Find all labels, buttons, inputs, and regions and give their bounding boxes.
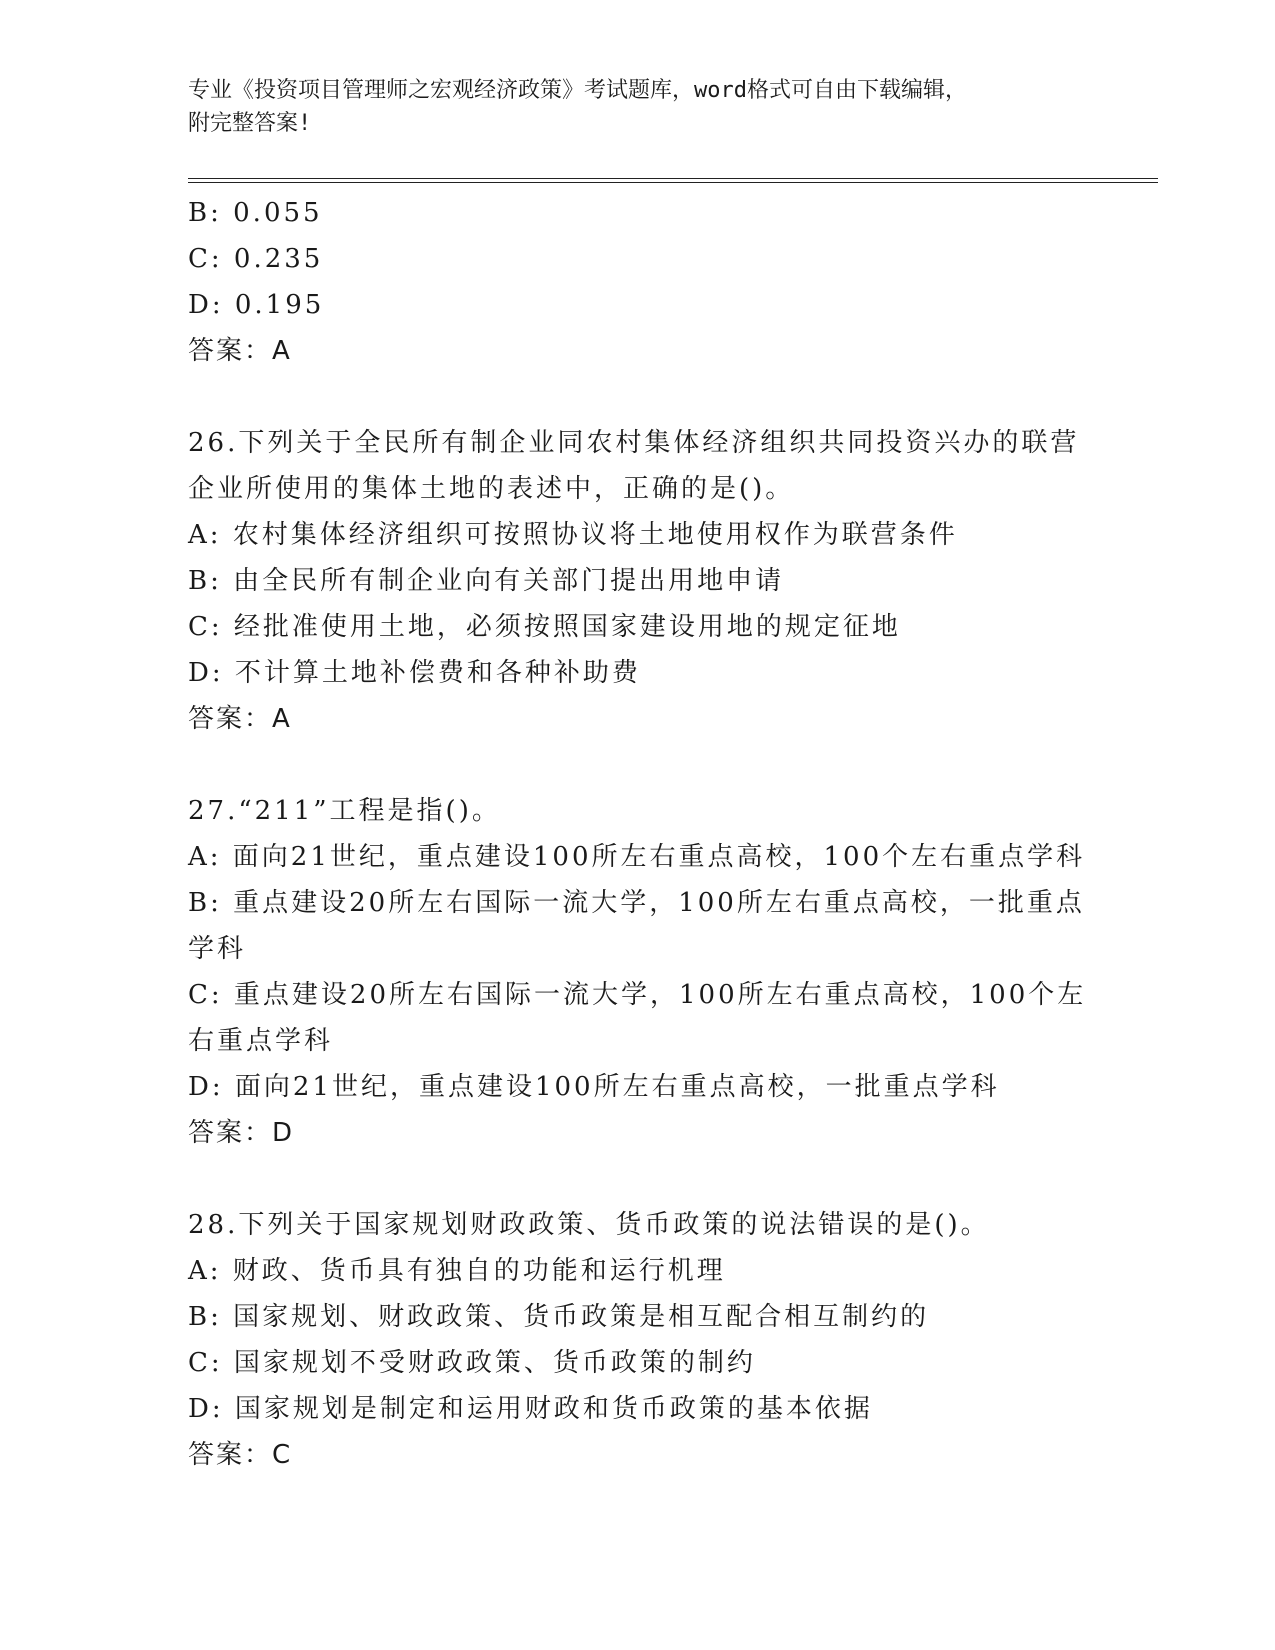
option-c-continued: 右重点学科 xyxy=(188,1026,334,1056)
document-header xyxy=(188,74,1068,140)
spacer xyxy=(188,374,1088,420)
question-list xyxy=(188,190,1088,1478)
header-line-2: 附完整答案! xyxy=(188,111,312,136)
option-b: B: 0.055 xyxy=(188,198,323,228)
option-a: A: 面向21世纪，重点建设100所左右重点高校，100个左右重点学科 xyxy=(188,842,1086,872)
option-c: C: 经批准使用土地，必须按照国家建设用地的规定征地 xyxy=(188,612,901,642)
question-28 xyxy=(188,1202,1088,1478)
option-d: D: 面向21世纪，重点建设100所左右重点高校，一批重点学科 xyxy=(188,1072,1000,1102)
option-b-continued: 学科 xyxy=(188,934,247,964)
question-stem: 28.下列关于国家规划财政政策、货币政策的说法错误的是()。 xyxy=(188,1210,990,1240)
spacer xyxy=(188,742,1088,788)
header-divider-bottom xyxy=(188,182,1158,183)
header-divider-top xyxy=(188,178,1158,179)
option-a: A: 农村集体经济组织可按照协议将土地使用权作为联营条件 xyxy=(188,520,958,550)
question-25-tail xyxy=(188,190,1088,374)
option-b: B: 由全民所有制企业向有关部门提出用地申请 xyxy=(188,566,785,596)
question-26 xyxy=(188,420,1088,742)
option-a: A: 财政、货币具有独自的功能和运行机理 xyxy=(188,1256,726,1286)
option-b: B: 重点建设20所左右国际一流大学，100所左右重点高校，一批重点 xyxy=(188,888,1085,918)
answer-line: 答案：D xyxy=(188,1118,295,1148)
question-27 xyxy=(188,788,1088,1156)
answer-line: 答案：A xyxy=(188,704,292,734)
answer-line: 答案：A xyxy=(188,336,292,366)
question-stem: 26.下列关于全民所有制企业同农村集体经济组织共同投资兴办的联营 xyxy=(188,428,1080,458)
option-b: B: 国家规划、财政政策、货币政策是相互配合相互制约的 xyxy=(188,1302,930,1332)
question-stem-continued: 企业所使用的集体土地的表述中，正确的是()。 xyxy=(188,474,795,504)
option-c: C: 0.235 xyxy=(188,244,324,274)
option-d: D: 不计算土地补偿费和各种补助费 xyxy=(188,658,641,688)
question-stem: 27.“211”工程是指()。 xyxy=(188,796,501,826)
option-c: C: 国家规划不受财政政策、货币政策的制约 xyxy=(188,1348,756,1378)
option-d: D: 0.195 xyxy=(188,290,325,320)
answer-line: 答案：C xyxy=(188,1440,293,1470)
option-d: D: 国家规划是制定和运用财政和货币政策的基本依据 xyxy=(188,1394,873,1424)
spacer xyxy=(188,1156,1088,1202)
option-c: C: 重点建设20所左右国际一流大学，100所左右重点高校，100个左 xyxy=(188,980,1087,1010)
header-line-1: 专业《投资项目管理师之宏观经济政策》考试题库，word格式可自由下载编辑， xyxy=(188,78,967,103)
